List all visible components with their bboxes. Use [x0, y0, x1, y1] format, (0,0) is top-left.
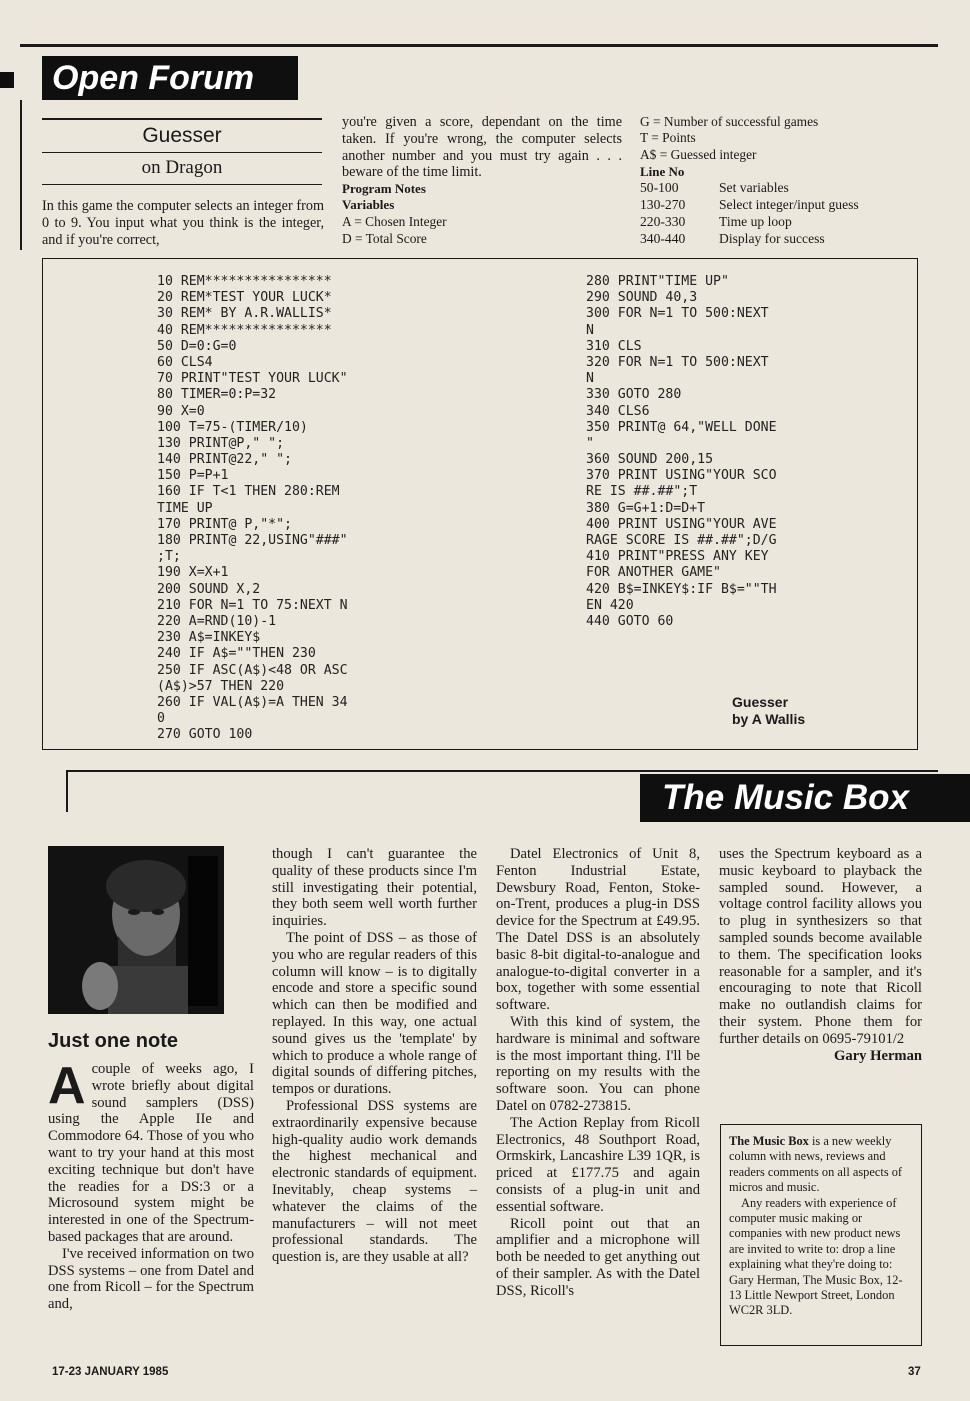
code-line: 420 B$=INKEY$:IF B$=""TH: [586, 581, 777, 597]
code-line: 210 FOR N=1 TO 75:NEXT N: [157, 597, 348, 613]
code-line: TIME UP: [157, 500, 213, 516]
code-line: 170 PRINT@ P,"*";: [157, 516, 292, 532]
listing-left-column: [157, 274, 348, 743]
music-box-banner: The Music Box: [640, 774, 970, 822]
music-author: Gary Herman: [834, 1047, 922, 1064]
code-line: 360 SOUND 200,15: [586, 452, 714, 468]
article-title: Guesser: [142, 124, 222, 147]
code-line: (A$)>57 THEN 220: [157, 678, 285, 694]
page-number: 37: [908, 1366, 921, 1378]
listing-byline-author: by A Wallis: [732, 711, 806, 727]
code-line: 30 REM* BY A.R.WALLIS*: [157, 306, 332, 322]
code-line: 100 T=75-(TIMER/10): [157, 419, 308, 435]
code-line: 280 PRINT"TIME UP": [586, 274, 729, 289]
code-line: 220 A=RND(10)-1: [157, 613, 277, 629]
program-notes-label: Program Notes: [342, 181, 426, 196]
music-col3-paragraph: Ricoll point out that an amplifier and a microphone will both be needed to get anything out of their sampler. As with the Datel DSS, Ricoll's: [496, 1215, 700, 1299]
variable-t: T = Points: [640, 130, 696, 145]
music-col2-paragraph: The point of DSS – as those of you who are regular readers of this column will know – is to digitally encode and store a specific sound which can then be modified and replayed. In this way, one actual sound gives us the 'template' by which to produce a whole range of digital sounds of differing pitches, tempos or durations.: [272, 929, 477, 1098]
top-rule: [20, 44, 938, 47]
music-col2-paragraph: though I can't guarantee the quality of these products since I'm still investigating their potential, they both seem well worth further inquiries.: [272, 846, 477, 930]
line-note-desc: Select integer/input guess: [719, 197, 859, 212]
code-line: 50 D=0:G=0: [157, 338, 237, 354]
title-rule-top: [42, 118, 322, 120]
line-note-desc: Display for success: [719, 231, 825, 246]
code-line: 70 PRINT"TEST YOUR LUCK": [157, 371, 348, 387]
music-column-2: [272, 846, 477, 1266]
music-column-3: [496, 846, 700, 1300]
code-line: 150 P=P+1: [157, 468, 229, 484]
code-line: 160 IF T<1 THEN 280:REM: [157, 484, 340, 500]
code-line: 350 PRINT@ 64,"WELL DONE: [586, 419, 777, 435]
code-line: 410 PRINT"PRESS ANY KEY: [586, 549, 769, 565]
music-col2-paragraph: Professional DSS systems are extraordinarily expensive because high-quality audio work demands the highest mechanical and electronic standards of equipment. Inevitably, cheap systems – whatever the claims of the manufacturers – will not meet professional standards. The question is, are they usable at all?: [272, 1097, 477, 1266]
code-line: 300 FOR N=1 TO 500:NEXT: [586, 306, 769, 322]
variable-g: G = Number of successful games: [640, 114, 819, 129]
article-subtitle: on Dragon: [141, 157, 223, 178]
music-column-4: [719, 846, 922, 1064]
code-line: 260 IF VAL(A$)=A THEN 34: [157, 694, 348, 710]
line-note-lines: 220-330: [640, 214, 686, 229]
code-line: RAGE SCORE IS ##.##";D/G: [586, 533, 777, 548]
code-line: FOR ANOTHER GAME": [586, 565, 721, 581]
code-line: 60 CLS4: [157, 354, 213, 370]
code-line: 400 PRINT USING"YOUR AVE: [586, 516, 777, 532]
info-panel-text: is a new weekly column with news, reviews and readers comments on all aspects of micros and music.: [729, 1134, 903, 1195]
line-note-lines: 130-270: [640, 197, 686, 212]
code-line: ;T;: [157, 549, 181, 565]
music-column-1: [48, 1057, 254, 1313]
article-intro-col2: you're given a score, dependant on the time taken. If you're wrong, the computer selects another number and you must try again . . . beware of the time limit.: [342, 114, 622, 181]
variable-d: D = Total Score: [342, 231, 427, 246]
code-line: 330 GOTO 280: [586, 387, 682, 403]
code-line: 40 REM****************: [157, 322, 332, 338]
listing-byline-title: Guesser: [732, 694, 789, 710]
code-line: RE IS ##.##";T: [586, 484, 698, 500]
music-col3-paragraph: The Action Replay from Ricoll Electronics, 48 Southport Road, Ormskirk, Lancashire L39 1QR, is priced at £177.75 and again consists of a plug-in unit and essential software.: [496, 1114, 700, 1215]
code-line: EN 420: [586, 597, 634, 613]
code-line: 250 IF ASC(A$)<48 OR ASC: [157, 662, 348, 678]
music-left-rule: [66, 772, 68, 812]
variable-a: A = Chosen Integer: [342, 214, 447, 229]
code-line: 320 FOR N=1 TO 500:NEXT: [586, 354, 769, 370]
music-col4-paragraph: uses the Spectrum keyboard as a music keyboard to playback the sampled sound. However, a voltage control facility allows you to plug in synthesizers so that sampled sounds become available to them. The specification looks reasonable for a sampler, and it's encouraging to note that Ricoll make no outlandish claims for their system. Phone them for further details on 0695-79101/2: [719, 846, 922, 1047]
open-forum-banner: Open Forum: [42, 56, 298, 100]
info-panel-lead: The Music Box: [729, 1134, 809, 1148]
music-col1-paragraph: I've received information on two DSS systems – one from Datel and one from Ricoll – for the Spectrum and,: [48, 1245, 254, 1313]
code-line: 130 PRINT@P," ";: [157, 435, 285, 451]
title-rule-bottom: [42, 184, 322, 185]
line-note-desc: Set variables: [719, 180, 789, 195]
line-note-lines: 340-440: [640, 231, 686, 246]
dropcap-letter: A: [48, 1057, 86, 1115]
code-line: N: [586, 322, 594, 338]
code-line: ": [586, 435, 594, 451]
music-col1-paragraph: couple of weeks ago, I wrote briefly about digital sound samplers (DSS) using the Apple IIe and Commodore 64. Those of you who want to try your hand at this most exciting technique but don't have the readies for a DS:3 or a Microsound system might be interested in one of the Spectrum-based packages that are around.: [48, 1061, 254, 1245]
code-line: N: [586, 371, 594, 387]
code-line: 370 PRINT USING"YOUR SCO: [586, 468, 777, 484]
code-line: 310 CLS: [586, 338, 642, 354]
line-note-desc: Time up loop: [719, 214, 792, 229]
code-line: 10 REM****************: [157, 274, 332, 289]
article-intro-col1: In this game the computer selects an integer from 0 to 9. You input what you think is the integer, and if you're correct,: [42, 198, 324, 248]
code-line: 290 SOUND 40,3: [586, 290, 698, 306]
banner-tick: [0, 72, 14, 88]
variable-a-string: A$ = Guessed integer: [640, 147, 757, 162]
code-line: 380 G=G+1:D=D+T: [586, 500, 706, 516]
code-line: 0: [157, 711, 165, 727]
author-photo: [48, 846, 224, 1014]
line-no-label: Line No: [640, 164, 685, 179]
left-vertical-rule: [20, 100, 22, 250]
code-line: 240 IF A$=""THEN 230: [157, 646, 316, 662]
code-line: 200 SOUND X,2: [157, 581, 261, 597]
code-line: 90 X=0: [157, 403, 205, 419]
music-article-heading: Just one note: [48, 1030, 179, 1052]
music-col3-paragraph: Datel Electronics of Unit 8, Fenton Industrial Estate, Dewsbury Road, Fenton, Stoke-on-Trent, produces a plug-in DSS device for the Spectrum at £49.95. The Datel DSS is an absolutely basic 8-bit digital-to-analogue and analogue-to-digital converter in a box, together with some essential software.: [496, 846, 700, 1014]
listing-right-column: [586, 274, 777, 630]
code-line: 190 X=X+1: [157, 565, 229, 581]
code-line: 440 GOTO 60: [586, 613, 674, 629]
music-section-rule: [66, 770, 938, 772]
code-line: 140 PRINT@22," ";: [157, 452, 292, 468]
music-col3-paragraph: With this kind of system, the hardware is minimal and software is the most important thing. I'll be reporting on my results with the software soon. You can phone Datel on 0782-273815.: [496, 1013, 700, 1114]
variables-label: Variables: [342, 197, 395, 212]
code-line: 20 REM*TEST YOUR LUCK*: [157, 290, 332, 306]
info-panel-contact: Any readers with experience of computer music making or companies with new product news are invited to write to: drop a line explaining what they're doing to: Gary Herman, The Music Box, 12-13 Little Newport Street, London WC2R 3LD.: [729, 1195, 903, 1318]
title-rule-mid: [42, 152, 322, 153]
music-box-info-panel: [720, 1124, 922, 1346]
code-line: 340 CLS6: [586, 403, 650, 419]
footer-date: 17-23 JANUARY 1985: [52, 1366, 169, 1378]
code-line: 180 PRINT@ 22,USING"###": [157, 533, 348, 548]
line-note-lines: 50-100: [640, 180, 679, 195]
code-line: 80 TIMER=0:P=32: [157, 387, 277, 403]
code-line: 270 GOTO 100: [157, 727, 253, 743]
code-line: 230 A$=INKEY$: [157, 630, 261, 646]
